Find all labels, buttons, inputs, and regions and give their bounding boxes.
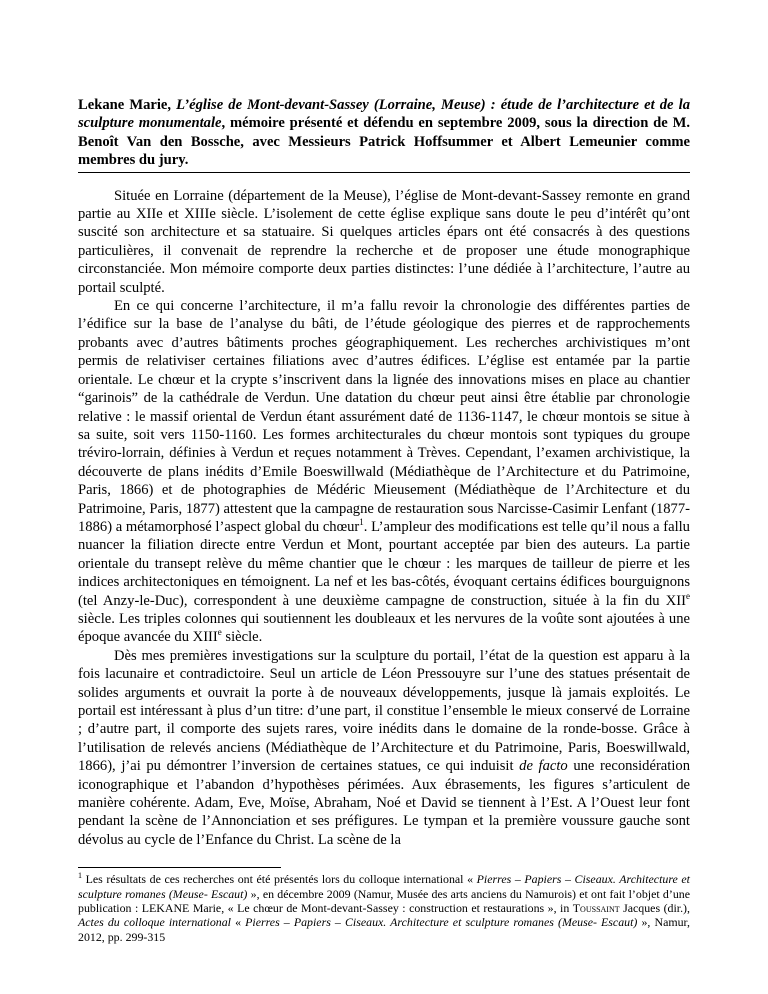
footnote-smallcaps: Toussaint xyxy=(572,901,620,916)
footnote-separator xyxy=(78,867,281,868)
header-author: Lekane Marie, xyxy=(78,97,177,113)
footnote-text: », Namur, 2012, pp. 299-315 xyxy=(78,915,691,944)
footnote-text: « xyxy=(230,915,246,930)
footnote-reference[interactable]: 1 xyxy=(359,517,364,528)
paragraph-sculpture xyxy=(78,647,690,849)
footnote-italic: Actes du colloque international xyxy=(78,915,231,930)
superscript-e: e xyxy=(217,627,222,638)
document-header xyxy=(78,96,690,173)
paragraph-intro: Située en Lorraine (département de la Meuse), l’église de Mont-devant-Sassey remonte en grand partie au XIIe et XIIIe siècle. L’isolement de cette église explique sans doute le peu d’intérêt qu’ont suscité son architecture et sa statuaire. Si quelques articles épars ont été consacrés à des questions particulières, il convenait de reprendre la recherche et de proposer une étude monographique circonstanciée. Mon mémoire comporte deux parties distinctes: l’une dédiée à l’architecture, l’autre au portail sculpté. xyxy=(78,187,690,296)
footnote-text: », en décembre 2009 (Namur, Musée des arts anciens du Namurois) et ont fait l’objet d’une publication : LEKANE Marie, « Le chœur de Mont-devant-Sassey : construction et restaurations », in xyxy=(78,886,690,916)
paragraph-sculpture-text-b: une reconsidération iconographique et l’abandon d’hypothèses périmées. Aux ébrasements, les figures s’articulent de manière cohérente. Adam, Eve, Moïse, Abraham, Noé et David se tiennent à l’Est. A l’Ouest leur font pendant la scène de l’Annonciation et ses préfigures. Le tympan et la première voussure gauche sont dévolus au cycle de l’Enfance du Christ. La scène de la xyxy=(78,758,690,848)
paragraph-architecture-text-b: . L’ampleur des modifications est telle qu’il nous a fallu nuancer la filiation directe entre Verdun et Mont, pourtant acceptée par bien des auteurs. La partie orientale du transept relève du même chantier que le chœur : les marques de tailleur de pierre et les indices architectoniques en témoignent. La nef et les bas-côtés, évoquant certains édifices bourguignons (tel Anzy-le-Duc), correspondent à une deuxième campagne de construction, située à la fin du XII xyxy=(78,518,690,609)
footnote-italic: Pierres – Papiers – Ciseaux. Architecture et sculpture romanes (Meuse- Escaut) xyxy=(78,872,690,901)
header-title: L’église de Mont-devant-Sassey (Lorraine, Meuse) : étude de l’architecture et de la sculpture monumentale xyxy=(78,97,690,132)
paragraph-sculpture-text-a: Dès mes premières investigations sur la sculpture du portail, l’état de la question est apparu à la fois lacunaire et contradictoire. Seul un article de Léon Pressouyre sur l’une des statues présentait de solides arguments et ouvrait la porte à de nouveaux développements, jusque là jamais exploités. Le portail est intéressant à plus d’un titre: d’une part, il constitue l’ensemble le mieux conservé de Lorraine ; d’autre part, il comporte des sujets rares, voire inédits dans le domaine de la ronde-bosse. Grâce à l’utilisation de relevés anciens (Médiathèque de l’Architecture et du Patrimoine, Paris, Boeswillwald, 1866), j’ai pu démontrer l’inversion de certaines statues, ce qui induisit xyxy=(78,647,690,775)
paragraph-architecture-text-d: siècle. xyxy=(221,629,263,646)
paragraph-architecture-text-a: En ce qui concerne l’architecture, il m’a fallu revoir la chronologie des différentes parties de l’édifice sur la base de l’analyse du bâti, de l’étude géologique des pierres et de rapprochements probants avec d’autres bâtiments proches géographiquement. Les recherches archivistiques m’ont permis de relativiser certaines filiations avec d’autres édifices. L’église est entamée par la partie orientale. Le chœur et la crypte s’inscrivent dans la lignée des innovations mises en place au chantier “garinois” de la cathédrale de Verdun. Une datation du chœur peut ainsi être établie par chronologie relative : le massif oriental de Verdun étant assurément daté de 1136-1147, le chœur montois se situe à sa suite, soit vers 1150-1160. Les formes architecturales du chœur montois sont typiques du groupe tréviro-lorrain, définies à Verdun et reçues notamment à Trèves. Cependant, l’examen archivistique, la découverte de plans inédits d’Emile Boeswillwald (Médiathèque de l’Architecture et du Patrimoine, Paris, 1866) et de photographies de Médéric Mieusement (Médiathèque de l’Architecture et du Patrimoine, Paris, 1877) attestent que la campagne de restauration sous Narcisse-Casimir Lenfant (1877-1886) a métamorphosé l’aspect global du chœur xyxy=(78,298,690,535)
footnote-number: 1 xyxy=(78,871,82,881)
paragraph-architecture-text-c: siècle. Les triples colonnes qui soutiennent les doubleaux et les nervures de la voûte sont ajoutées à une époque avancée du XIII xyxy=(78,610,690,646)
superscript-e: e xyxy=(686,590,690,601)
footnote xyxy=(78,872,690,944)
footnote-text: Jacques (dir.), xyxy=(619,901,690,916)
footnote-text: Les résultats de ces recherches ont été présentés lors du colloque international « xyxy=(82,872,477,887)
paragraph-architecture xyxy=(78,297,690,647)
footnote-italic: Pierres – Papiers – Ciseaux. Architecture et sculpture romanes (Meuse- Escaut) xyxy=(245,915,638,930)
document-page xyxy=(78,96,690,944)
italic-de-facto: de facto xyxy=(519,758,568,775)
header-details: , mémoire présenté et défendu en septembre 2009, sous la direction de M. Benoît Van den Bossche, avec Messieurs Patrick Hoffsummer et Albert Lemeunier comme membres du jury. xyxy=(78,115,691,169)
